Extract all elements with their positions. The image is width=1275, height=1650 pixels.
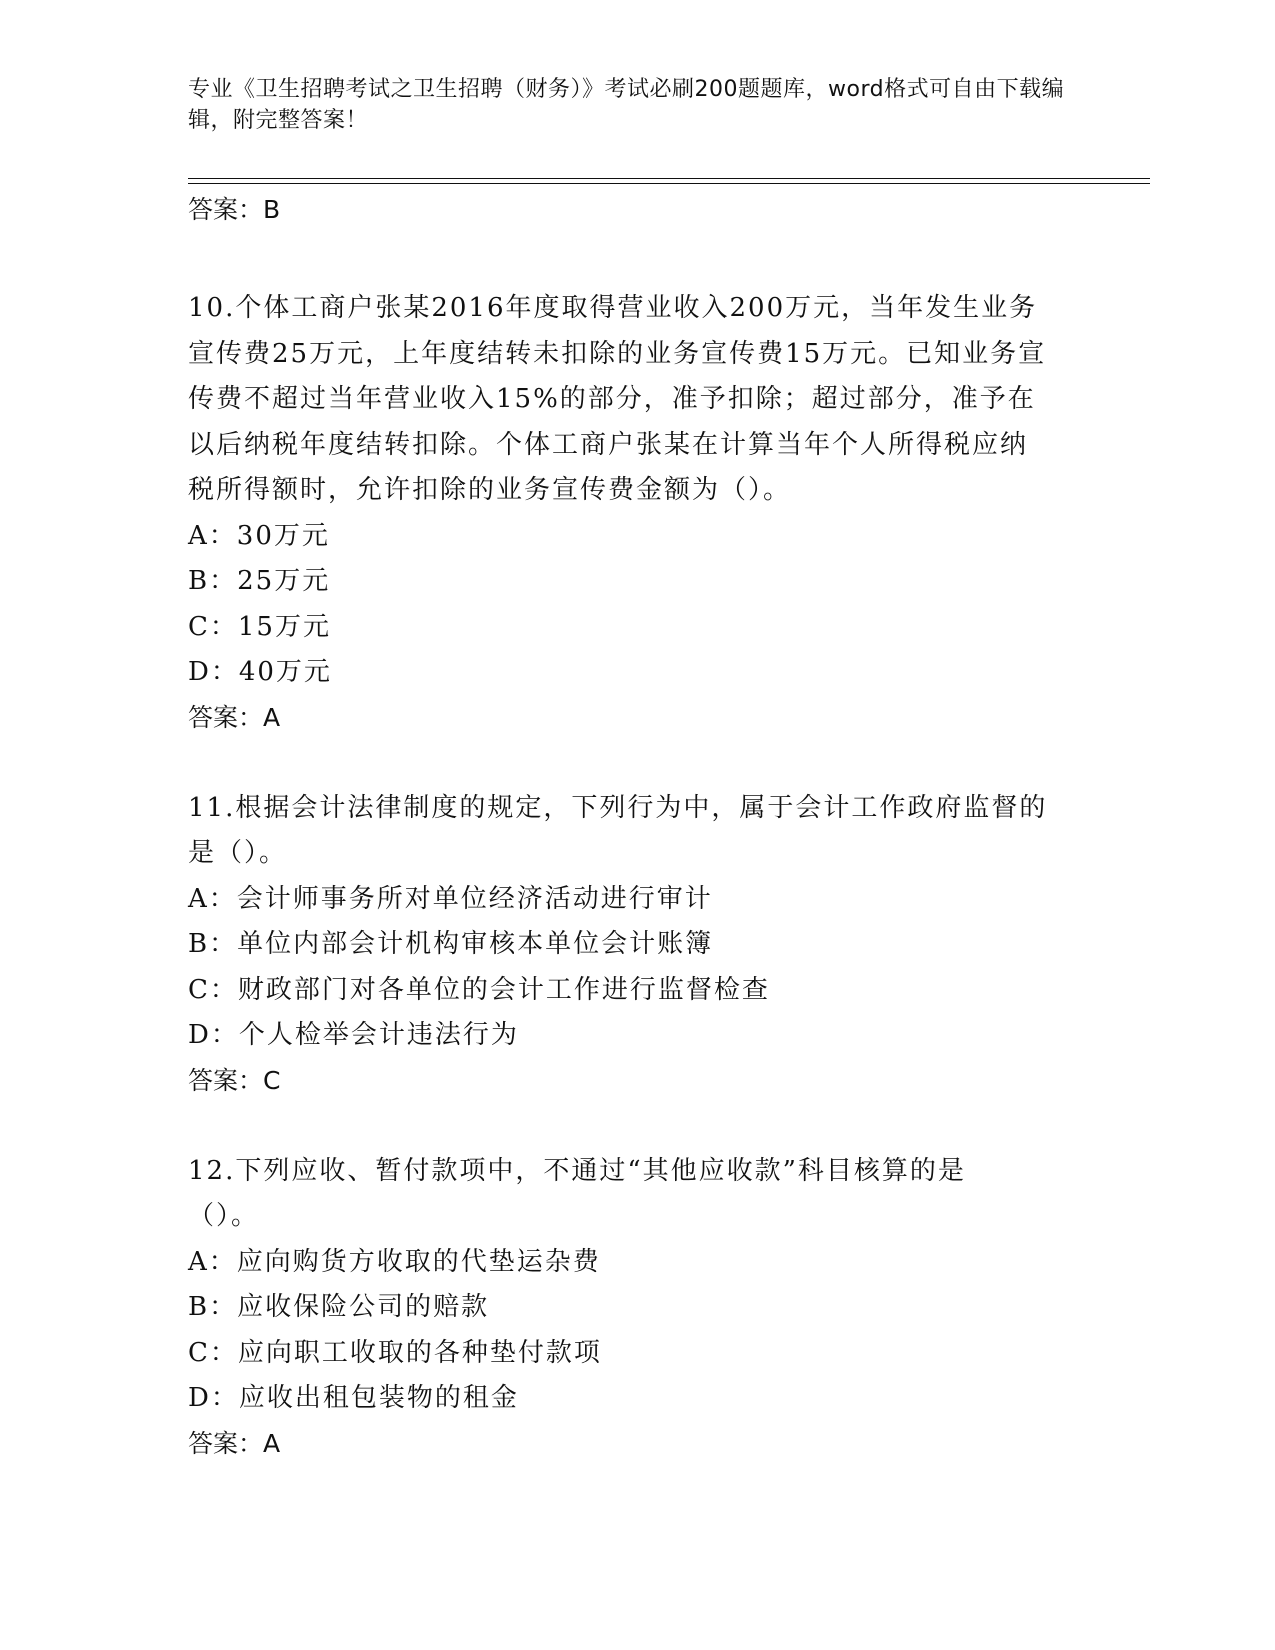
option-c: C：15万元 xyxy=(188,611,331,642)
answer-line: 答案：C xyxy=(188,1065,281,1095)
question-text: 10.个体工商户张某2016年度取得营业收入200万元，当年发生业务宣传费25万元，上年度结转未扣除的业务宣传费15万元。已知业务宣传费不超过当年营业收入15%的部分，准予扣除；超过部分，准予在以后纳税年度结转扣除。个体工商户张某在计算当年个人所得税应纳税所得额时，允许扣除的业务宣传费金额为（）。 xyxy=(188,293,1047,505)
question-text: 12.下列应收、暂付款项中，不通过“其他应收款”科目核算的是（）。 xyxy=(188,1155,966,1231)
document-body xyxy=(188,188,1088,1462)
header-rule-bottom xyxy=(188,183,1150,184)
answer-line: 答案：A xyxy=(188,1428,281,1458)
answer-line: 答案：A xyxy=(188,702,281,732)
option-a: A：会计师事务所对单位经济活动进行审计 xyxy=(188,883,713,914)
option-d: D：应收出租包装物的租金 xyxy=(188,1383,519,1413)
document-header: 专业《卫生招聘考试之卫生招聘（财务）》考试必刷200题题库，word格式可自由下载编辑，附完整答案！ xyxy=(188,77,1065,133)
option-a: A：应向购货方收取的代垫运杂费 xyxy=(188,1246,601,1277)
question-block xyxy=(188,786,1088,1099)
option-c: C：财政部门对各单位的会计工作进行监督检查 xyxy=(188,974,770,1005)
option-b: B：25万元 xyxy=(188,566,331,596)
option-c: C：应向职工收取的各种垫付款项 xyxy=(188,1337,602,1368)
option-a: A：30万元 xyxy=(188,520,330,551)
question-block xyxy=(188,286,1088,736)
option-d: D：个人检举会计违法行为 xyxy=(188,1020,519,1050)
option-b: B：单位内部会计机构审核本单位会计账簿 xyxy=(188,929,714,959)
header-rule-top xyxy=(188,178,1150,179)
option-b: B：应收保险公司的赔款 xyxy=(188,1292,490,1322)
option-d: D：40万元 xyxy=(188,657,332,687)
answer-line: 答案：B xyxy=(188,195,281,224)
question-block xyxy=(188,1149,1088,1462)
question-text: 11.根据会计法律制度的规定，下列行为中，属于会计工作政府监督的是（）。 xyxy=(188,792,1048,868)
